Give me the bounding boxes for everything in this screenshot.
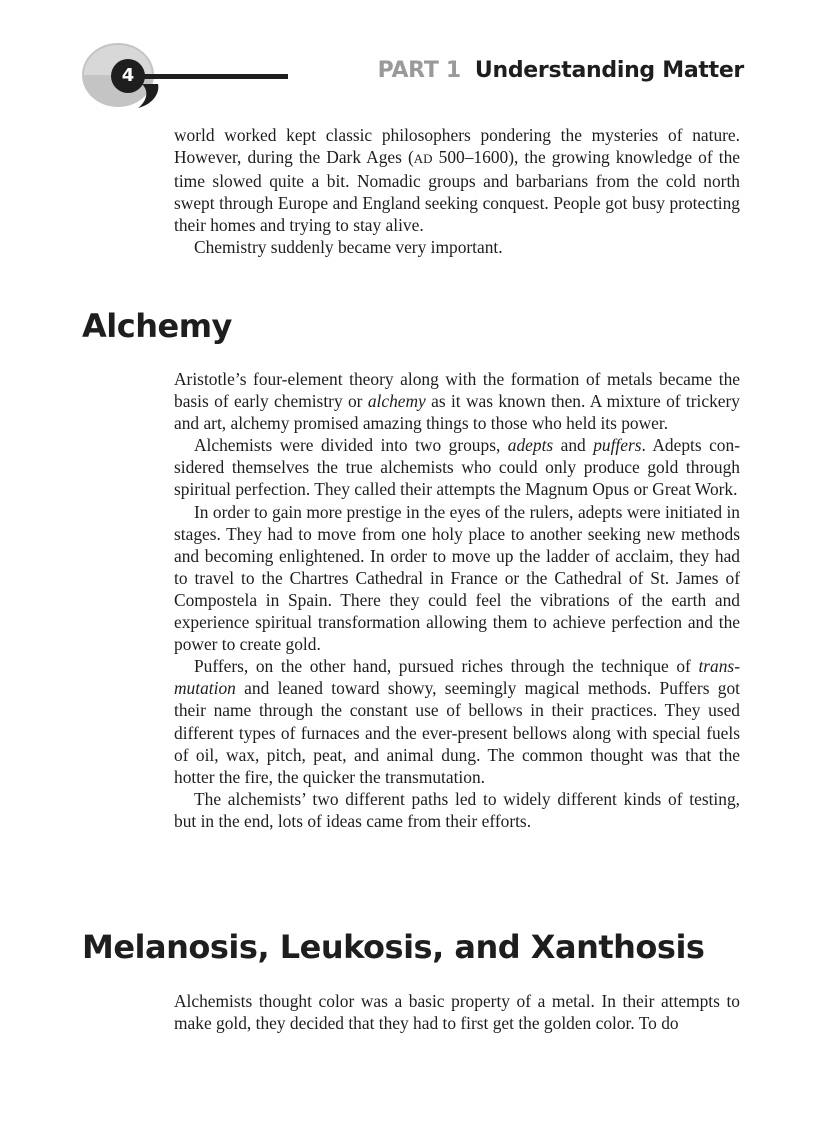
color-stages-text — [174, 990, 740, 1034]
color-paragraph-1: Alchemists thought color was a basic property of a metal. In their attempts to make gold, they decided that they had to first get the golden color. To do — [174, 991, 740, 1034]
alchemy-paragraph-1: Aristotle’s four-element theory along with the formation of metals became the basis of early chemistry or alchemy as it was known then. A mixture of trickery and art, alchemy promised amazing things to those who held its power. — [174, 369, 741, 434]
alchemy-text — [174, 368, 740, 832]
running-head — [378, 58, 744, 83]
alchemy-paragraph-3: In order to gain more prestige in the eyes of the rulers, adepts were initiated in stages. They had to move from one holy place to another seeking new methods and becoming enlightened. In order to move up the ladder of acclaim, they had to travel to the Chartres Cathedral in France or the Cathedral of St. James of Compostela in Spain. There they could feel the vibrations of the earth and experience spiritual transformation allowing them to achieve perfection and the power to create gold. — [174, 501, 740, 655]
part-title: Understanding Matter — [474, 58, 744, 83]
era-abbrev: AD — [413, 151, 433, 167]
page-header — [0, 0, 816, 120]
intro-text — [174, 124, 740, 259]
alchemy-paragraph-5: The alchemists’ two different paths led to widely different kinds of testing, but in the end, lots of ideas came from their efforts. — [174, 788, 740, 831]
intro-paragraph-2: Chemistry suddenly became very important. — [194, 237, 503, 258]
intro-paragraph-1: world worked kept classic philosophers pondering the mysteries of nature. However, during the Dark Ages (AD 500–1600), the growing knowledge of the time slowed quite a bit. Nomadic groups and barbarians from the cold north swept through Europe and England seeking conquest. People got busy protecting their homes and trying to stay alive. — [174, 125, 740, 236]
part-label: PART 1 — [377, 58, 461, 83]
page-number: 4 — [121, 65, 135, 86]
alchemy-paragraph-2: Alchemists were divided into two groups, adepts and puffers. Adepts considered themselves the true alchemists who could only produce gold through spiritual perfection. They called their attempts the Magnum Opus or Great Work. — [174, 435, 740, 500]
page-tab-graphic — [80, 40, 290, 110]
heading-color-stages: Melanosis, Leukosis, and Xanthosis — [82, 928, 705, 966]
alchemy-paragraph-4: Puffers, on the other hand, pursued riches through the technique of transmutation and leaned toward showy, seemingly magical methods. Puffers got their name through the constant use of bellows in their practices. They used different types of furnaces and the ever-present bellows along with special fuels of oil, wax, pitch, peat, and animal dung. The common thought was that the hotter the fire, the quicker the transmutation. — [174, 656, 740, 787]
heading-alchemy: Alchemy — [82, 307, 232, 345]
